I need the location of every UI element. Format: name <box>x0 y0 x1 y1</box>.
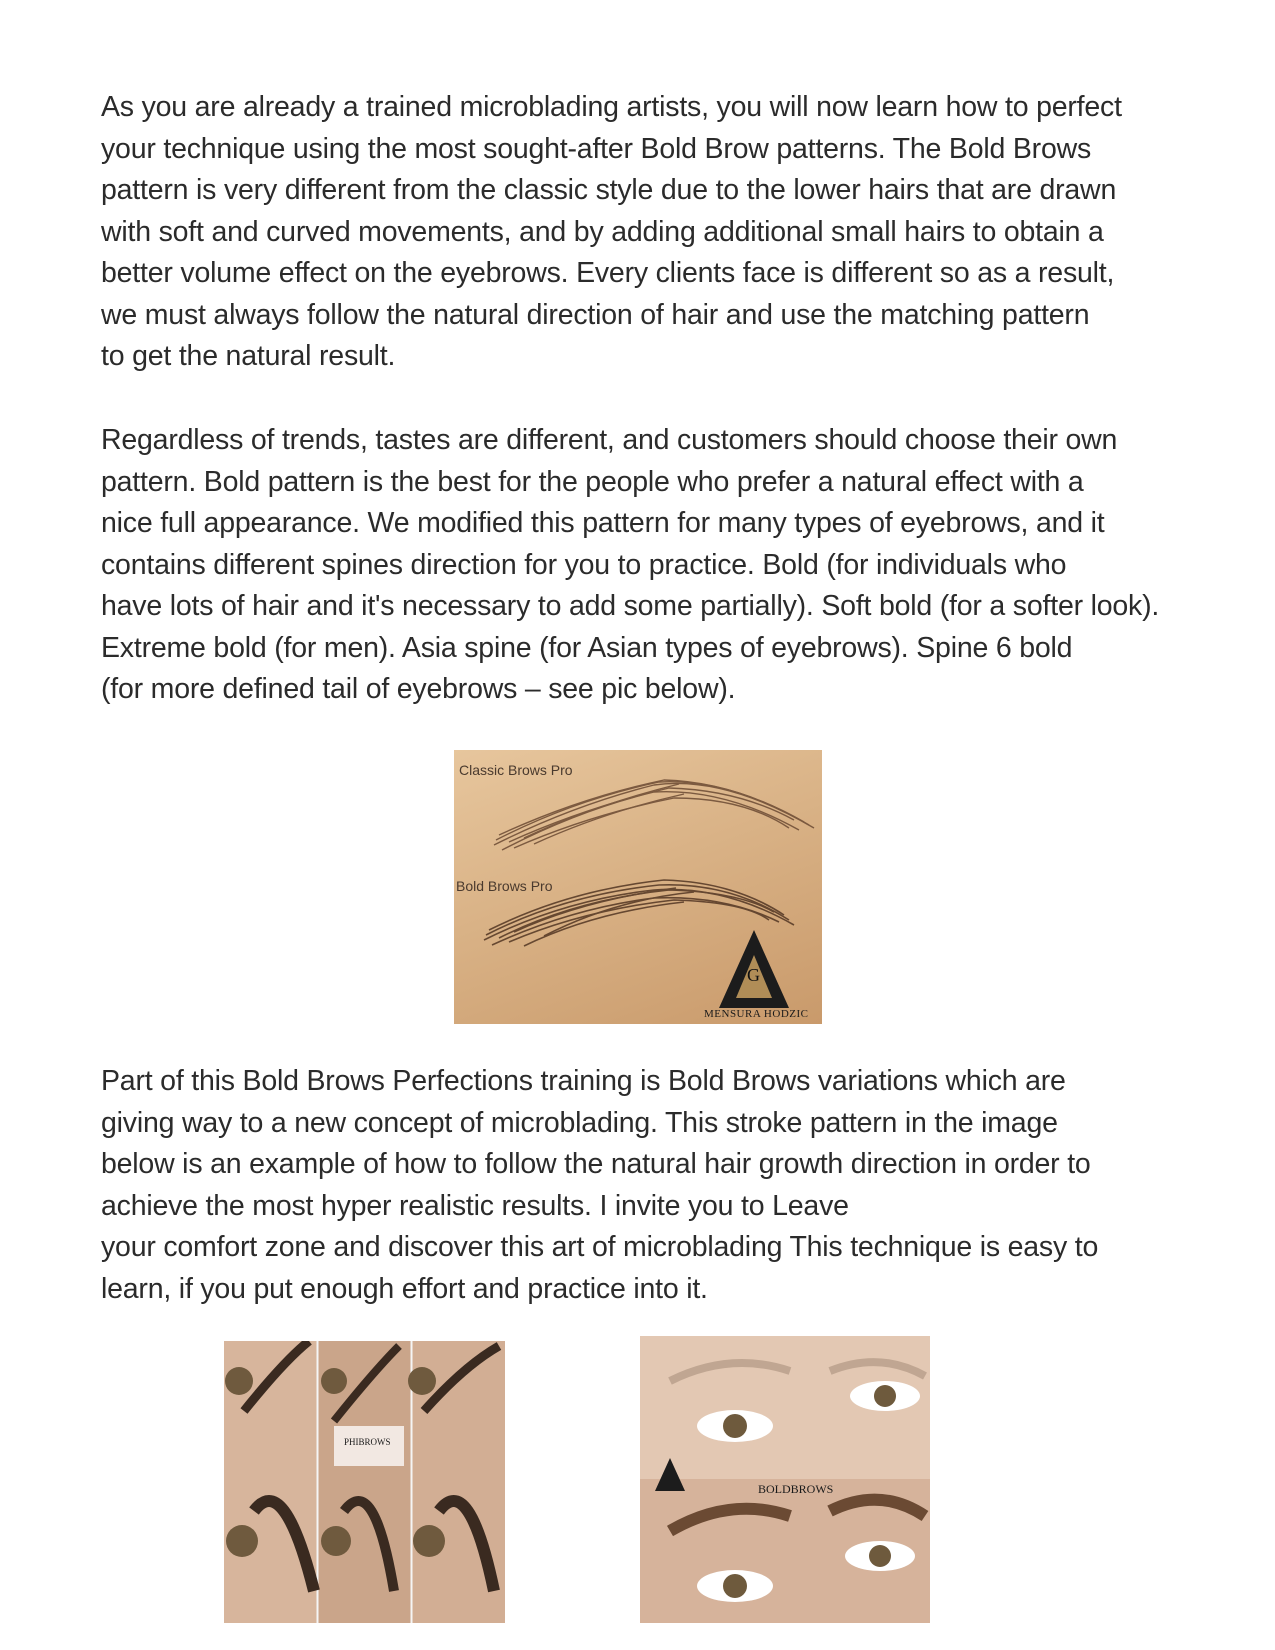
collage-shapes <box>224 1341 505 1623</box>
text-line: Extreme bold (for men). Asia spine (for Asian types of eyebrows). Spine 6 bold <box>101 631 1073 664</box>
text-line: contains different spines direction for you to practice. Bold (for individuals who <box>101 548 1067 581</box>
text-line: Regardless of trends, tastes are different, and customers should choose their own <box>101 424 1118 456</box>
text-line: (for more defined tail of eyebrows – see pic below). <box>101 673 736 705</box>
text-line: As you are already a trained microblading artists, you will now learn how to perfect <box>101 91 1122 123</box>
paragraph-intro <box>101 87 1241 378</box>
text-line: pattern. Bold pattern is the best for the people who prefer a natural effect with a <box>101 465 1084 498</box>
text-line: below is an example of how to follow the natural hair growth direction in order to <box>101 1148 1091 1180</box>
text-line: giving way to a new concept of microblading. This stroke pattern in the image <box>101 1106 1058 1139</box>
result-shapes <box>640 1336 930 1623</box>
paragraph-training <box>101 1061 1241 1310</box>
bold-brow-shape <box>484 880 794 946</box>
logo-name: MENSURA HODZIC <box>704 1008 809 1020</box>
classic-brow-shape <box>494 780 814 850</box>
text-line: have lots of hair and it's necessary to add some partially). Soft bold (for a softer look). <box>101 590 1160 622</box>
boldbrows-logo-text: BOLDBROWS <box>758 1482 834 1496</box>
text-line: nice full appearance. We modified this pattern for many types of eyebrows, and it <box>101 507 1105 539</box>
text-line: achieve the most hyper realistic results. I invite you to Leave <box>101 1189 849 1222</box>
text-line: your technique using the most sought-after Bold Brow patterns. The Bold Brows <box>101 132 1092 165</box>
bold-brows-label: Bold Brows Pro <box>456 878 553 894</box>
stroke-pattern-collage-image <box>224 1341 505 1623</box>
text-line: to get the natural result. <box>101 340 396 372</box>
text-line: with soft and curved movements, and by adding additional small hairs to obtain a <box>101 215 1104 248</box>
classic-brows-label: Classic Brows Pro <box>459 762 573 778</box>
text-line: learn, if you put enough effort and practice into it. <box>101 1272 708 1305</box>
text-line: we must always follow the natural direction of hair and use the matching pattern <box>101 298 1090 331</box>
paragraph-patterns <box>101 420 1241 711</box>
logo-letter: G <box>747 965 760 985</box>
phibrows-logo-text: PHIBROWS <box>344 1437 391 1447</box>
text-line: Part of this Bold Brows Perfections training is Bold Brows variations which are <box>101 1065 1066 1097</box>
brows-comparison-image <box>454 750 822 1024</box>
bold-brows-result-image <box>640 1336 930 1623</box>
text-line: your comfort zone and discover this art of microblading This technique is easy to <box>101 1231 1099 1263</box>
brow-strokes <box>454 750 822 1024</box>
text-line: better volume effect on the eyebrows. Every clients face is different so as a result, <box>101 257 1115 289</box>
text-line: pattern is very different from the classic style due to the lower hairs that are drawn <box>101 174 1117 206</box>
